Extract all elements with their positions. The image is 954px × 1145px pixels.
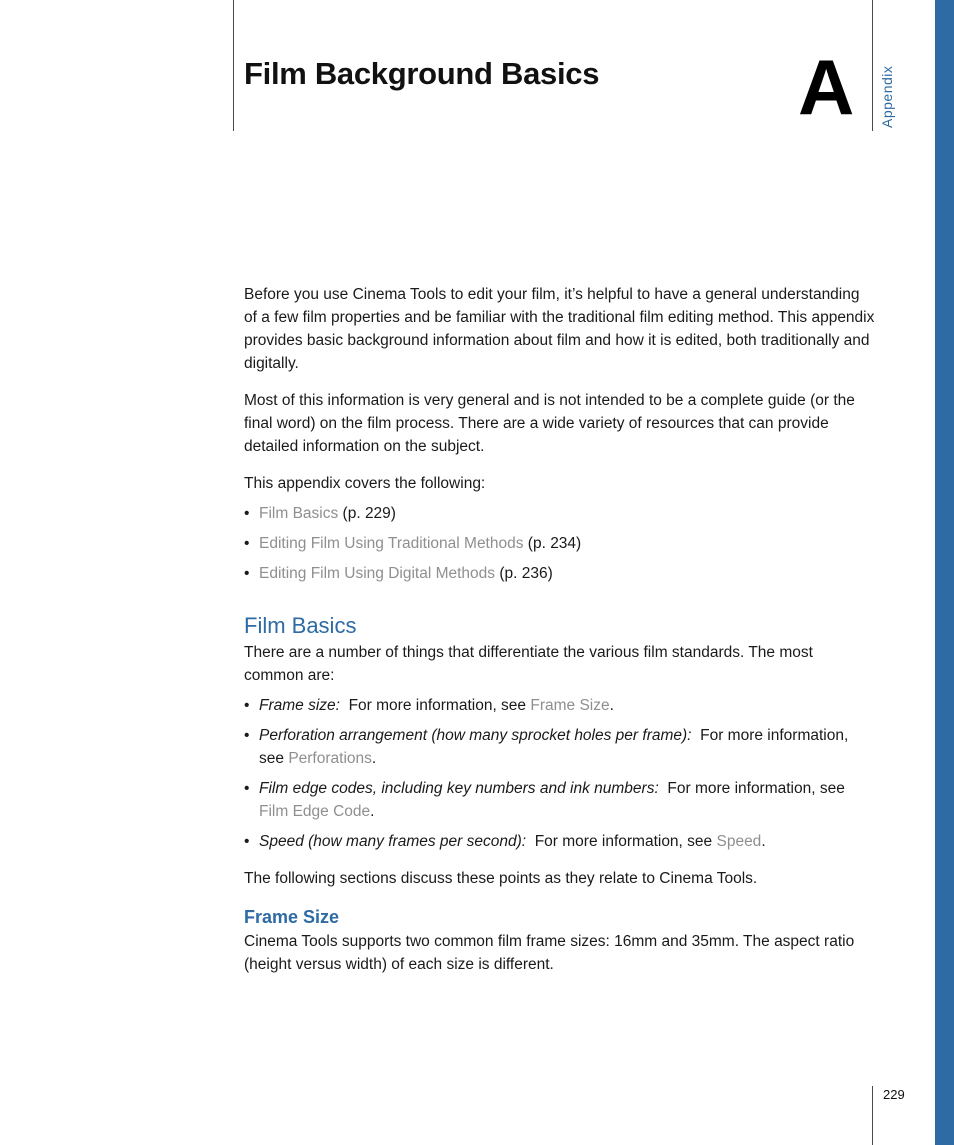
bullet-icon: • [244,565,250,582]
toc-page-ref: (p. 234) [527,535,582,552]
subsection-heading-frame-size: Frame Size [244,907,340,927]
footer-rule [872,1086,873,1145]
list-item [244,502,876,525]
link-frame-size[interactable]: Frame Size [530,697,610,714]
link-perforations[interactable]: Perforations [288,750,372,767]
toc-link-digital-methods[interactable]: Editing Film Using Digital Methods [259,565,496,582]
appendix-label: Appendix [879,65,895,128]
item-text: For more information, see [259,727,849,767]
list-item [244,532,876,555]
bullet-icon: • [244,833,250,850]
item-end: . [371,750,377,767]
page-content [244,283,876,990]
item-text: For more information, see [667,780,845,797]
list-item [244,562,876,585]
chapter-title: Film Background Basics [244,56,600,91]
item-end: . [609,697,614,714]
bullet-icon: • [244,727,250,744]
film-basics-intro: There are a number of things that differentiate the various film standards. The most common are: [244,644,813,684]
film-basics-closing: The following sections discuss these points as they relate to Cinema Tools. [244,870,758,887]
covers-label: This appendix covers the following: [244,475,486,492]
list-item [244,694,876,717]
item-text: For more information, see [534,833,713,850]
bullet-icon: • [244,505,250,522]
item-term: Perforation arrangement (how many sprocket holes per frame): [259,727,692,744]
bullet-icon: • [244,535,250,552]
item-text: For more information, see [348,697,527,714]
toc-page-ref: (p. 229) [342,505,396,522]
link-film-edge-code[interactable]: Film Edge Code [259,803,371,820]
header-left-rule [233,0,234,131]
item-term: Frame size: [259,697,340,714]
item-end: . [761,833,766,850]
toc-link-traditional-methods[interactable]: Editing Film Using Traditional Methods [259,535,524,552]
frame-size-paragraph: Cinema Tools supports two common film frame sizes: 16mm and 35mm. The aspect ratio (height versus width) of each size is different. [244,933,855,973]
page-number: 229 [883,1087,905,1102]
item-term: Speed (how many frames per second): [259,833,527,850]
list-item [244,830,876,853]
intro-paragraph-2: Most of this information is very general and is not intended to be a complete guide (or the final word) on the film process. There are a wide variety of resources that can provide detailed information on the subject. [244,392,855,455]
item-end: . [370,803,375,820]
list-item [244,777,876,823]
toc-link-film-basics[interactable]: Film Basics [259,505,339,522]
toc-page-ref: (p. 236) [499,565,553,582]
list-item [244,724,876,770]
section-heading-film-basics: Film Basics [244,613,357,638]
toc-list [244,502,876,585]
appendix-letter: A [798,43,855,131]
bullet-icon: • [244,697,250,714]
chapter-edge-bar [935,0,954,1145]
link-speed[interactable]: Speed [716,833,762,850]
intro-paragraph-1: Before you use Cinema Tools to edit your film, it’s helpful to have a general understanding of a few film properties and be familiar with the traditional film editing method. This appendix provides basic background information about film and how it is edited, both traditionally and digitally. [244,286,875,372]
header-right-rule [872,0,873,131]
film-standards-list [244,694,876,853]
item-term: Film edge codes, including key numbers and ink numbers: [259,780,659,797]
bullet-icon: • [244,780,250,797]
